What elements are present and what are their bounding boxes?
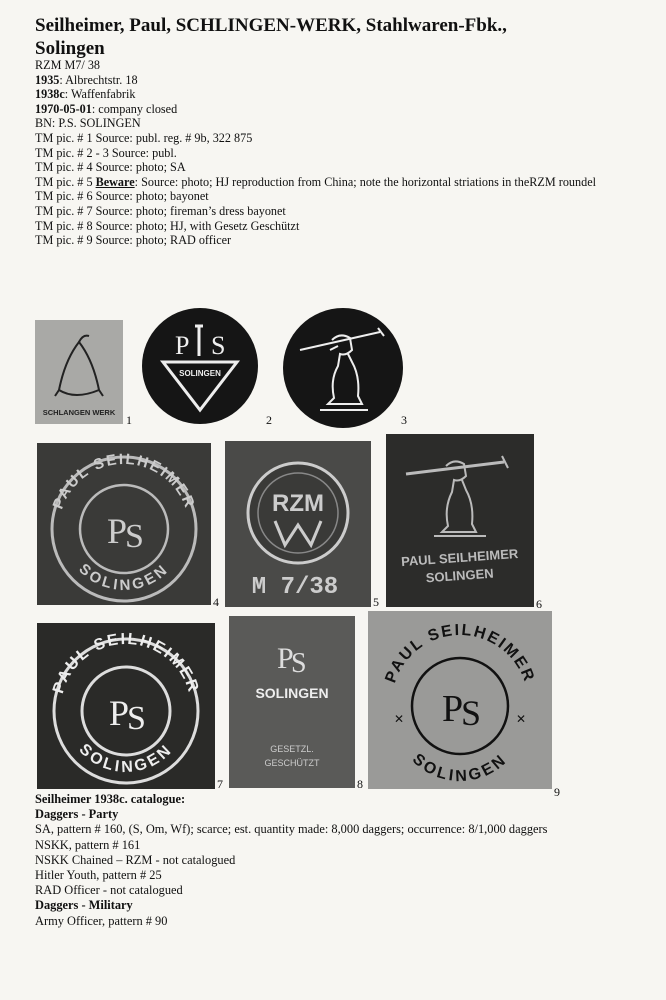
entry-nskk: NSKK, pattern # 161	[35, 837, 141, 852]
entry-sa: SA, pattern # 160, (S, Om, Wf); scarce; est. quantity made: 8,000 daggers; occurrence: 8/1,000 daggers	[35, 822, 548, 837]
svg-text:GESCHÜTZT: GESCHÜTZT	[264, 758, 320, 768]
image-number-9: 9	[554, 785, 560, 799]
image-number-5: 5	[373, 595, 379, 609]
catalogue-heading: Seilheimer 1938c. catalogue:	[35, 792, 186, 806]
tm-pic-6: TM pic. # 6 Source: photo; bayonet	[35, 189, 209, 204]
tm-pic-4: TM pic. # 4 Source: photo; SA	[35, 160, 186, 175]
trademark-image-2	[133, 306, 267, 426]
maker-details	[35, 58, 645, 248]
brand-name: BN: P.S. SOLINGEN	[35, 116, 141, 131]
dog-sword-mark	[280, 306, 406, 430]
status-1938: 1938c: Waffenfabrik	[35, 87, 136, 102]
svg-text:S: S	[461, 693, 482, 733]
image-number-1: 1	[126, 413, 132, 427]
entry-hitler-youth: Hitler Youth, pattern # 25	[35, 868, 162, 883]
svg-text:P: P	[277, 642, 294, 675]
tm-pic-7: TM pic. # 7 Source: photo; fireman’s dress bayonet	[35, 203, 286, 218]
svg-text:PAUL SEILHEIMER: PAUL SEILHEIMER	[49, 450, 199, 512]
trademark-image-5	[225, 441, 371, 607]
svg-text:GESETZL.: GESETZL.	[270, 744, 314, 754]
svg-text:M 7/38: M 7/38	[251, 574, 339, 601]
catalogue-section	[35, 792, 650, 929]
svg-text:P: P	[442, 688, 464, 730]
snake-triangle-mark	[35, 320, 123, 424]
svg-text:SOLINGEN: SOLINGEN	[255, 685, 329, 701]
entry-army-officer: Army Officer, pattern # 90	[35, 913, 168, 928]
tm-pic-8: TM pic. # 8 Source: photo; HJ, with Gesetz Geschützt	[35, 218, 300, 233]
image-number-3: 3	[401, 413, 407, 427]
trademark-image-8	[229, 616, 355, 788]
svg-text:SOLINGEN: SOLINGEN	[75, 740, 177, 777]
entry-rad-officer: RAD Officer - not catalogued	[35, 883, 183, 898]
svg-text:P: P	[107, 511, 128, 551]
svg-text:SOLINGEN: SOLINGEN	[409, 750, 511, 786]
svg-text:SOLINGEN: SOLINGEN	[179, 369, 221, 378]
title-line-2: Solingen	[35, 38, 105, 59]
address-1935: 1935: Albrechtstr. 18	[35, 72, 138, 87]
image-number-4: 4	[213, 595, 219, 609]
svg-text:✕: ✕	[394, 712, 405, 726]
svg-text:SOLINGEN: SOLINGEN	[425, 565, 495, 586]
image-number-2: 2	[266, 413, 272, 427]
closing-date: 1970-05-01: company closed	[35, 101, 178, 116]
svg-text:P: P	[109, 693, 130, 733]
svg-text:SOLINGEN: SOLINGEN	[75, 560, 173, 595]
trademark-image-7	[37, 623, 215, 789]
svg-text:PAUL SEILHEIMER: PAUL SEILHEIMER	[382, 621, 538, 686]
trademark-image-9	[368, 611, 552, 789]
tm-pic-9: TM pic. # 9 Source: photo; RAD officer	[35, 233, 232, 248]
svg-text:PAUL SEILHEIMER: PAUL SEILHEIMER	[50, 630, 202, 696]
svg-text:P: P	[175, 331, 190, 360]
trademark-image-1	[35, 320, 123, 424]
image-number-6: 6	[536, 597, 542, 611]
image-number-7: 7	[217, 777, 223, 791]
tm-pic-2-3: TM pic. # 2 - 3 Source: publ.	[35, 145, 177, 160]
tm-pic-5: TM pic. # 5 Beware: Source: photo; HJ reproduction from China; note the horizontal striations in theRZM roundel	[35, 174, 596, 189]
trademark-image-4	[37, 443, 211, 605]
svg-text:✕: ✕	[516, 712, 527, 726]
svg-text:S: S	[125, 518, 144, 555]
dog-sword-mark	[386, 434, 534, 607]
image-number-8: 8	[357, 777, 363, 791]
svg-text:RZM: RZM	[272, 490, 324, 517]
svg-text:S: S	[211, 331, 226, 360]
section-daggers-party: Daggers - Party	[35, 807, 119, 822]
trademark-image-6	[386, 434, 534, 607]
title-line-1: Seilheimer, Paul, SCHLINGEN-WERK, Stahlwaren-Fbk.,	[35, 15, 507, 36]
page-title	[35, 14, 655, 60]
entry-nskk-chained: NSKK Chained – RZM - not catalogued	[35, 852, 236, 867]
tm-pic-1: TM pic. # 1 Source: publ. reg. # 9b, 322 875	[35, 130, 253, 145]
trademark-image-3	[280, 306, 406, 430]
svg-text:S: S	[127, 700, 146, 737]
svg-text:S: S	[291, 648, 307, 679]
svg-text:SCHLANGEN WERK: SCHLANGEN WERK	[42, 408, 116, 417]
section-daggers-military: Daggers - Military	[35, 898, 133, 913]
rzm-code: RZM M7/ 38	[35, 58, 101, 72]
svg-text:PAUL SEILHEIMER: PAUL SEILHEIMER	[400, 545, 519, 570]
